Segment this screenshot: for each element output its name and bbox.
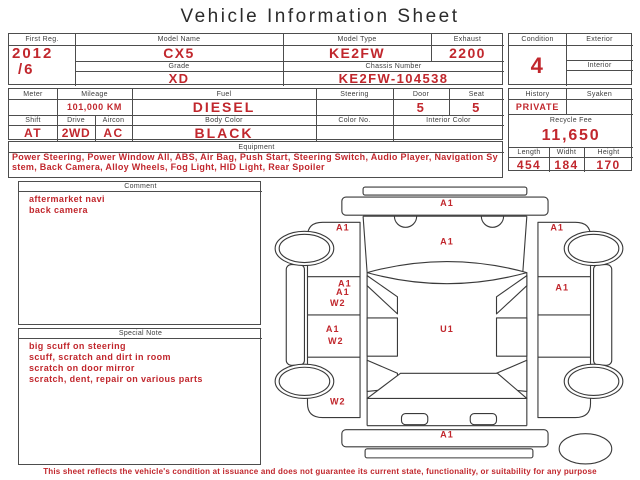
damage-mark-front-left-door-1: A1: [338, 278, 352, 289]
equipment-box: [8, 141, 503, 178]
drive-value: 2WD: [61, 126, 91, 140]
interior-value: [566, 70, 633, 86]
front-wheel-arches: [394, 216, 503, 227]
width-label: Widht: [556, 148, 577, 156]
door-label: Door: [412, 90, 430, 98]
condition-label: Condition: [521, 36, 554, 43]
length-value: 454: [516, 157, 542, 172]
damage-mark-front-left-fender: A1: [336, 222, 350, 233]
meter-value: [9, 99, 57, 115]
exhaust-value: 2200: [449, 45, 486, 61]
exterior-label: Exterior: [586, 36, 613, 43]
damage-mark-front-right-fender: A1: [550, 222, 564, 233]
aircon-label: Aircon: [102, 116, 125, 124]
first-reg-label: First Reg.: [25, 36, 59, 43]
fuel-label: Fuel: [216, 90, 232, 98]
damage-mark-front-bumper: A1: [440, 198, 454, 209]
exterior-value: [566, 45, 633, 60]
body-color-value: BLACK: [194, 125, 254, 141]
damage-mark-hood: A1: [440, 236, 454, 247]
model-type-label: Model Type: [337, 36, 377, 43]
damage-mark-rear-left-door-1: A1: [325, 324, 340, 335]
comment-text: aftermarket navi back camera: [29, 194, 105, 215]
car-damage-diagram: [262, 184, 636, 476]
grade-label: Grade: [168, 62, 190, 70]
recycle-fee-value: 11,650: [541, 126, 601, 144]
history-fee-panel: [508, 88, 632, 171]
interior-color-value: [393, 125, 504, 141]
shift-value: AT: [24, 126, 42, 140]
first-reg-value: 2012 /6: [12, 46, 54, 78]
color-no-label: Color No.: [338, 116, 371, 124]
model-info-table: [8, 33, 503, 85]
height-label: Height: [597, 148, 620, 156]
model-type-value: KE2FW: [329, 45, 385, 61]
comment-label: Comment: [124, 183, 157, 190]
history-value: PRIVATE: [515, 101, 560, 112]
condition-value: 4: [530, 52, 545, 78]
drive-label: Drive: [67, 116, 85, 124]
front-trim-bar: [363, 187, 527, 195]
damage-mark-front-left-door-3: W2: [329, 297, 346, 308]
special-note-text: big scuff on steering scuff, scratch and dirt in room scratch on door mirror scratch, dent, repair on various parts: [29, 341, 203, 384]
syaken-label: Syaken: [586, 90, 613, 98]
page-title: Vehicle Information Sheet: [180, 6, 460, 27]
special-note-box: [18, 328, 261, 465]
length-label: Length: [517, 148, 541, 156]
exhaust-label: Exhaust: [453, 36, 482, 43]
spare-tire: [559, 434, 612, 464]
chassis-number-value: KE2FW-104538: [338, 71, 449, 86]
damage-mark-front-left-door-2: A1: [336, 286, 350, 297]
left-sill: [286, 265, 304, 366]
interior-color-label: Interior Color: [426, 116, 471, 124]
comment-box: [18, 181, 261, 325]
damage-mark-front-right-door: A1: [555, 282, 570, 293]
rear-trim-bar: [365, 449, 533, 458]
recycle-fee-label: Recycle Fee: [549, 116, 593, 124]
disclaimer-text: This sheet reflects the vehicle's condition at issuance and does not guarantee its current state, functionality, or suitability for any purpose: [43, 467, 597, 476]
equipment-label: Equipment: [238, 143, 275, 151]
special-note-label: Special Note: [118, 330, 163, 337]
height-value: 170: [596, 157, 621, 172]
door-value: 5: [416, 99, 426, 115]
body-color-label: Body Color: [205, 116, 243, 124]
condition-panel: [508, 33, 632, 85]
damage-mark-rear-left-fender: W2: [329, 396, 346, 407]
aircon-value: AC: [103, 126, 124, 140]
car-diagram-svg: [262, 184, 636, 476]
seat-label: Seat: [468, 90, 485, 98]
seat-value: 5: [472, 99, 481, 115]
mileage-value: 101,000 KM: [66, 102, 123, 112]
grade-value: XD: [168, 71, 190, 86]
model-name-label: Model Name: [157, 36, 201, 43]
damage-mark-rear-left-door-2: W2: [327, 336, 344, 347]
front-left-wheel: [275, 231, 334, 265]
damage-mark-roof: U1: [440, 324, 454, 335]
steering-value: [316, 99, 393, 115]
history-label: History: [525, 90, 550, 98]
equipment-text: Power Steering, Power Window All, ABS, Air Bag, Push Start, Steering Switch, Audio Player, Navigation System, Back Camera, Alloy Wheels, Fog Light, HID Light, Rear Spoiler: [12, 153, 498, 172]
mileage-label: Mileage: [81, 90, 108, 98]
model-name-value: CX5: [163, 45, 195, 61]
mechanical-info-table: [8, 88, 503, 140]
fuel-value: DIESEL: [192, 99, 256, 115]
right-sill: [594, 265, 612, 366]
windshield: [367, 262, 527, 284]
meter-label: Meter: [23, 90, 43, 98]
color-no-value: [316, 125, 393, 141]
width-value: 184: [554, 157, 579, 172]
chassis-number-label: Chassis Number: [365, 62, 422, 70]
damage-mark-rear-bumper: A1: [440, 429, 454, 440]
steering-label: Steering: [340, 90, 369, 98]
syaken-value: [566, 99, 633, 114]
front-right-wheel: [564, 231, 623, 265]
rear-left-wheel: [275, 364, 334, 398]
interior-label: Interior: [587, 61, 612, 69]
shift-label: Shift: [25, 116, 41, 124]
rear-right-wheel: [564, 364, 623, 398]
